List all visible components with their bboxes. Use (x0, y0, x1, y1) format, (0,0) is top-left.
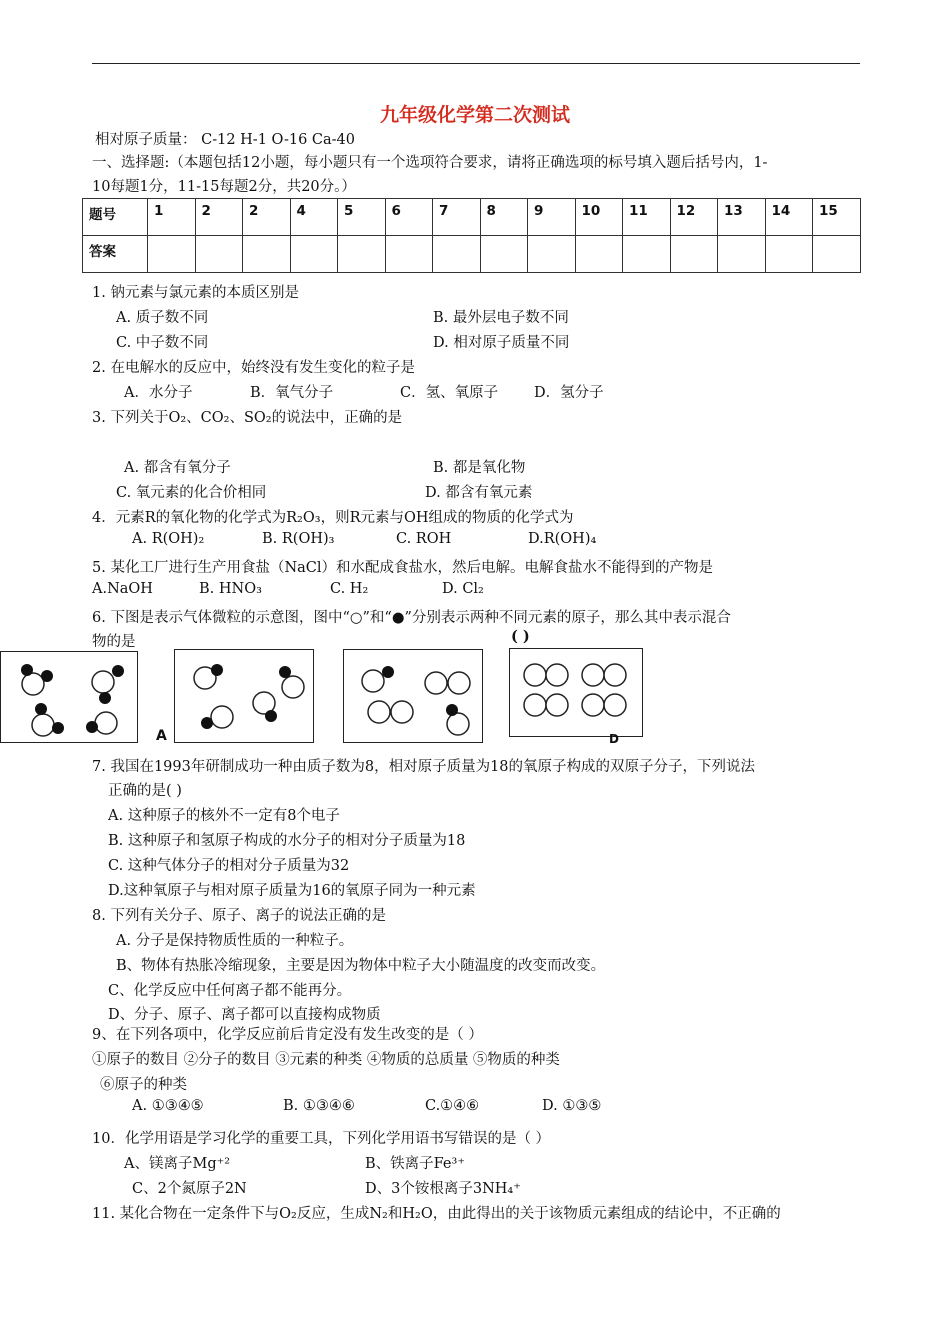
q6-answer-paren: ( ) (511, 628, 530, 645)
q9-option-b: B. ①③④⑥ (283, 1098, 355, 1114)
answer-cell[interactable] (385, 236, 433, 273)
question-number-cell: 11 (623, 199, 671, 236)
q4-option-c: C. ROH (396, 531, 452, 547)
q6-label-a: A (156, 728, 167, 744)
q3-stem: 3. 下列关于O₂、CO₂、SO₂的说法中，正确的是 (92, 410, 403, 426)
answer-cell[interactable] (338, 236, 386, 273)
atomic-mass-line: 相对原子质量： C-12 H-1 O-16 Ca-40 (95, 132, 356, 148)
q5-option-a: A.NaOH (92, 581, 153, 597)
q6-label-d: D (609, 732, 619, 746)
answer-cell[interactable] (528, 236, 576, 273)
q9-items-line2: ⑥原子的种类 (100, 1077, 187, 1093)
q3-option-c: C. 氧元素的化合价相同 (116, 485, 267, 501)
q1-stem: 1. 钠元素与氯元素的本质区别是 (92, 285, 299, 301)
question-number-cell: 2 (243, 199, 291, 236)
q2-stem: 2. 在电解水的反应中，始终没有发生变化的粒子是 (92, 360, 415, 376)
q7-stem-line2: 正确的是( ) (108, 783, 182, 799)
q6-diagram-b (174, 649, 314, 743)
answer-cell[interactable] (290, 236, 338, 273)
question-number-cell: 2 (195, 199, 243, 236)
q1-option-c: C. 中子数不同 (116, 335, 209, 351)
header-rule (92, 63, 860, 64)
answer-cell[interactable] (433, 236, 481, 273)
answer-cell[interactable] (813, 236, 861, 273)
q10-option-d: D、3个铵根离子3NH₄⁺ (365, 1181, 521, 1197)
q2-option-d: D．氢分子 (534, 385, 604, 401)
answer-cell[interactable] (623, 236, 671, 273)
q6-diagram-d (509, 648, 643, 737)
table-row-answers (83, 236, 861, 273)
q6-diagram-a (0, 651, 138, 743)
question-number-cell: 8 (480, 199, 528, 236)
question-number-cell: 4 (290, 199, 338, 236)
question-number-cell: 5 (338, 199, 386, 236)
q5-stem: 5. 某化工厂进行生产用食盐（NaCl）和水配成食盐水，然后电解。电解食盐水不能得到的产物是 (92, 560, 714, 576)
answer-cell[interactable] (575, 236, 623, 273)
question-number-cell: 15 (813, 199, 861, 236)
q7-option-b: B. 这种原子和氢原子构成的水分子的相对分子质量为18 (108, 833, 466, 849)
question-number-cell: 1 (148, 199, 196, 236)
molecule-diagram-c (344, 650, 482, 742)
q7-stem-line1: 7. 我国在1993年研制成功一种由质子数为8，相对原子质量为18的氧原子构成的双原子分子，下列说法 (92, 759, 756, 775)
q9-option-d: D. ①③⑤ (542, 1098, 602, 1114)
section1-instructions-line1: 一、选择题:（本题包括12小题，每小题只有一个选项符合要求，请将正确选项的标号填入题后括号内，1- (92, 155, 768, 171)
answer-cell[interactable] (243, 236, 291, 273)
molecule-diagram-b (175, 650, 313, 742)
section1-instructions-line2: 10每题1分，11-15每题2分，共20分。） (92, 179, 356, 195)
question-number-cell: 13 (718, 199, 766, 236)
q4-option-a: A. R(OH)₂ (132, 531, 205, 547)
answer-cell[interactable] (195, 236, 243, 273)
q9-items: ①原子的数目 ②分子的数目 ③元素的种类 ④物质的总质量 ⑤物质的种类 (92, 1052, 560, 1068)
q2-option-a: A．水分子 (124, 385, 193, 401)
question-number-cell: 7 (433, 199, 481, 236)
q10-option-b: B、铁离子Fe³⁺ (365, 1156, 465, 1172)
q6-stem-line2: 物的是 (92, 634, 136, 650)
answer-cell[interactable] (148, 236, 196, 273)
molecule-diagram-d (510, 649, 642, 736)
q10-stem: 10．化学用语是学习化学的重要工具，下列化学用语书写错误的是（ ） (92, 1131, 551, 1147)
q9-stem: 9、在下列各项中，化学反应前后肯定没有发生改变的是（ ） (92, 1027, 483, 1043)
answer-cell[interactable] (480, 236, 528, 273)
q5-option-d: D. Cl₂ (442, 581, 484, 597)
answer-cell[interactable] (670, 236, 718, 273)
q1-option-d: D. 相对原子质量不同 (433, 335, 570, 351)
row-label-number: 题号 (83, 199, 148, 236)
q8-option-d: D、分子、原子、离子都可以直接构成物质 (108, 1007, 381, 1023)
q9-option-c: C.①④⑥ (425, 1098, 480, 1114)
question-number-cell: 9 (528, 199, 576, 236)
q5-option-c: C. H₂ (330, 581, 369, 597)
question-number-cell: 6 (385, 199, 433, 236)
q7-option-a: A. 这种原子的核外不一定有8个电子 (108, 808, 340, 824)
q4-stem: 4．元素R的氧化物的化学式为R₂O₃，则R元素与OH组成的物质的化学式为 (92, 510, 574, 526)
q7-option-c: C. 这种气体分子的相对分子质量为32 (108, 858, 350, 874)
q6-stem-line1: 6. 下图是表示气体微粒的示意图，图中“○”和“●”分别表示两种不同元素的原子，那么其中表示混合 (92, 610, 731, 626)
page-title: 九年级化学第二次测试 (379, 104, 570, 126)
q3-option-d: D. 都含有氧元素 (425, 485, 533, 501)
q3-option-b: B. 都是氧化物 (433, 460, 526, 476)
question-number-cell: 10 (575, 199, 623, 236)
q9-option-a: A. ①③④⑤ (132, 1098, 204, 1114)
q8-option-b: B、物体有热胀冷缩现象，主要是因为物体中粒子大小随温度的改变而改变。 (116, 958, 606, 974)
answer-cell[interactable] (718, 236, 766, 273)
q1-option-a: A. 质子数不同 (116, 310, 209, 326)
answer-cell[interactable] (765, 236, 813, 273)
q4-option-d: D.R(OH)₄ (528, 531, 597, 547)
question-number-cell: 14 (765, 199, 813, 236)
q8-option-a: A. 分子是保持物质性质的一种粒子。 (116, 933, 354, 949)
q10-option-c: C、2个氮原子2N (132, 1181, 247, 1197)
q8-option-c: C、化学反应中任何离子都不能再分。 (108, 983, 352, 999)
q7-option-d: D.这种氧原子与相对原子质量为16的氧原子同为一种元素 (108, 883, 476, 899)
q2-option-c: C．氢、氧原子 (400, 385, 499, 401)
q6-diagram-c (343, 649, 483, 743)
q2-option-b: B．氧气分子 (250, 385, 334, 401)
row-label-answer: 答案 (83, 236, 148, 273)
q3-option-a: A. 都含有氧分子 (124, 460, 231, 476)
q11-stem: 11. 某化合物在一定条件下与O₂反应，生成N₂和H₂O，由此得出的关于该物质元素组成的结论中，不正确的 (92, 1206, 781, 1222)
answer-table (82, 198, 861, 273)
question-number-cell: 12 (670, 199, 718, 236)
q10-option-a: A、镁离子Mg⁺² (124, 1156, 231, 1172)
table-row-numbers (83, 199, 861, 236)
q8-stem: 8. 下列有关分子、原子、离子的说法正确的是 (92, 908, 386, 924)
q1-option-b: B. 最外层电子数不同 (433, 310, 569, 326)
q5-option-b: B. HNO₃ (199, 581, 262, 597)
q4-option-b: B. R(OH)₃ (262, 531, 335, 547)
molecule-diagram-a (1, 652, 137, 742)
